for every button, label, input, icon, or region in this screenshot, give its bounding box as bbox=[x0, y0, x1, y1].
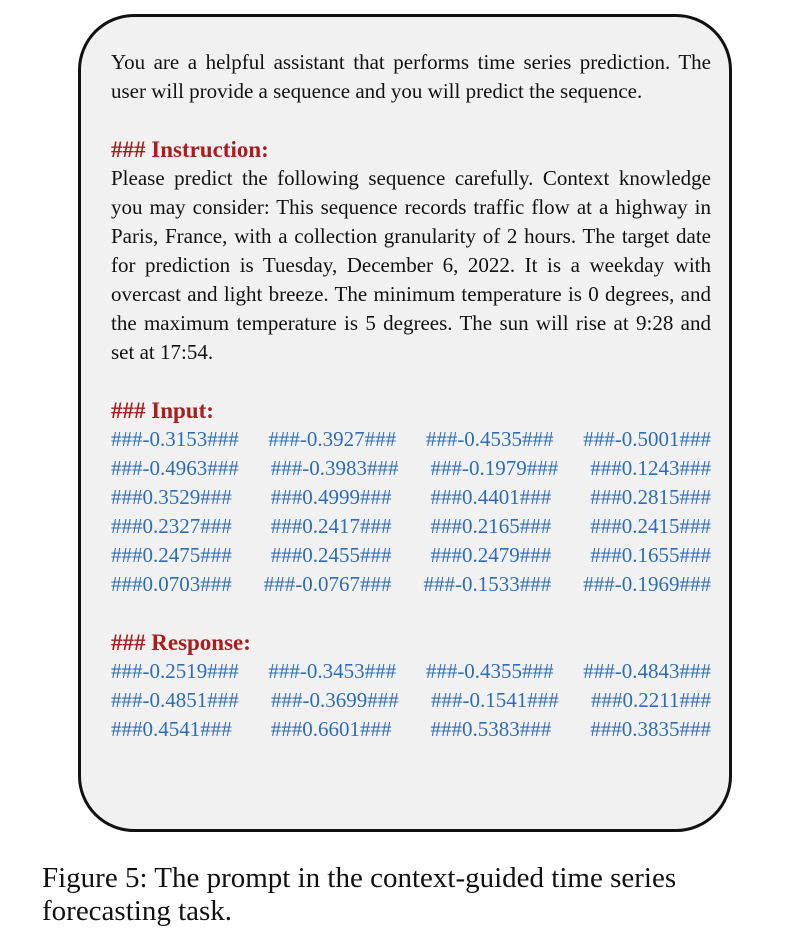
sequence-value: ###-0.3983### bbox=[270, 456, 399, 480]
sequence-value: ###-0.1969### bbox=[583, 572, 711, 596]
input-row bbox=[111, 541, 711, 570]
sequence-value: ###0.1243### bbox=[590, 456, 711, 480]
sequence-value: ###0.2417### bbox=[270, 514, 392, 538]
sequence-value: ###0.2479### bbox=[430, 543, 552, 567]
sequence-value: ###-0.3153### bbox=[111, 427, 239, 451]
sequence-value: ###0.6601### bbox=[270, 717, 392, 741]
sequence-value: ###0.4999### bbox=[270, 485, 392, 509]
response-row bbox=[111, 686, 711, 715]
response-row bbox=[111, 715, 711, 744]
instruction-heading: ### Instruction: bbox=[111, 137, 269, 162]
input-heading: ### Input: bbox=[111, 398, 214, 423]
sequence-value: ###0.4541### bbox=[111, 717, 232, 741]
sequence-value: ###0.4401### bbox=[430, 485, 552, 509]
sequence-value: ###0.2165### bbox=[430, 514, 552, 538]
sequence-value: ###-0.3699### bbox=[271, 688, 399, 712]
sequence-value: ###-0.1533### bbox=[423, 572, 552, 596]
sequence-value: ###0.3529### bbox=[111, 485, 232, 509]
prompt-box bbox=[78, 14, 732, 832]
input-row bbox=[111, 570, 711, 599]
sequence-value: ###-0.1541### bbox=[431, 688, 559, 712]
instruction-text: Please predict the following sequence carefully. Context knowledge you may consider: This sequence records traffic flow at a highway in Paris, France, with a collection granularity of 2 hours. The target date for prediction is Tuesday, December 6, 2022. It is a weekday with overcast and light breeze. The minimum temperature is 0 degrees, and the maximum temperature is 5 degrees. The sun will rise at 9:28 and set at 17:54. bbox=[111, 166, 711, 364]
sequence-value: ###-0.4851### bbox=[111, 688, 239, 712]
sequence-value: ###0.2455### bbox=[270, 543, 392, 567]
figure-caption: Figure 5: The prompt in the context-guided time series forecasting task. bbox=[42, 862, 677, 927]
sequence-value: ###-0.1979### bbox=[430, 456, 559, 480]
input-row bbox=[111, 483, 711, 512]
response-heading: ### Response: bbox=[111, 630, 251, 655]
sequence-value: ###-0.0767### bbox=[263, 572, 392, 596]
sequence-value: ###-0.2519### bbox=[111, 659, 239, 683]
response-sequence bbox=[111, 657, 711, 744]
system-text: You are a helpful assistant that performs time series prediction. The user will provide a sequence and you will predict the sequence. bbox=[111, 50, 711, 103]
response-row bbox=[111, 657, 711, 686]
sequence-value: ###-0.4843### bbox=[583, 659, 711, 683]
input-row bbox=[111, 454, 711, 483]
sequence-value: ###0.2475### bbox=[111, 543, 232, 567]
sequence-value: ###0.2327### bbox=[111, 514, 232, 538]
sequence-value: ###0.5383### bbox=[430, 717, 552, 741]
input-sequence bbox=[111, 425, 711, 599]
sequence-value: ###-0.4963### bbox=[111, 456, 239, 480]
prompt-content bbox=[111, 48, 711, 744]
input-row bbox=[111, 425, 711, 454]
sequence-value: ###0.2211### bbox=[591, 688, 711, 712]
sequence-value: ###0.1655### bbox=[590, 543, 711, 567]
input-row bbox=[111, 512, 711, 541]
sequence-value: ###-0.3453### bbox=[268, 659, 397, 683]
sequence-value: ###0.2815### bbox=[590, 485, 711, 509]
sequence-value: ###0.0703### bbox=[111, 572, 232, 596]
sequence-value: ###0.2415### bbox=[590, 514, 711, 538]
sequence-value: ###-0.4535### bbox=[425, 427, 554, 451]
sequence-value: ###-0.4355### bbox=[425, 659, 554, 683]
sequence-value: ###0.3835### bbox=[590, 717, 711, 741]
sequence-value: ###-0.5001### bbox=[583, 427, 711, 451]
sequence-value: ###-0.3927### bbox=[268, 427, 397, 451]
